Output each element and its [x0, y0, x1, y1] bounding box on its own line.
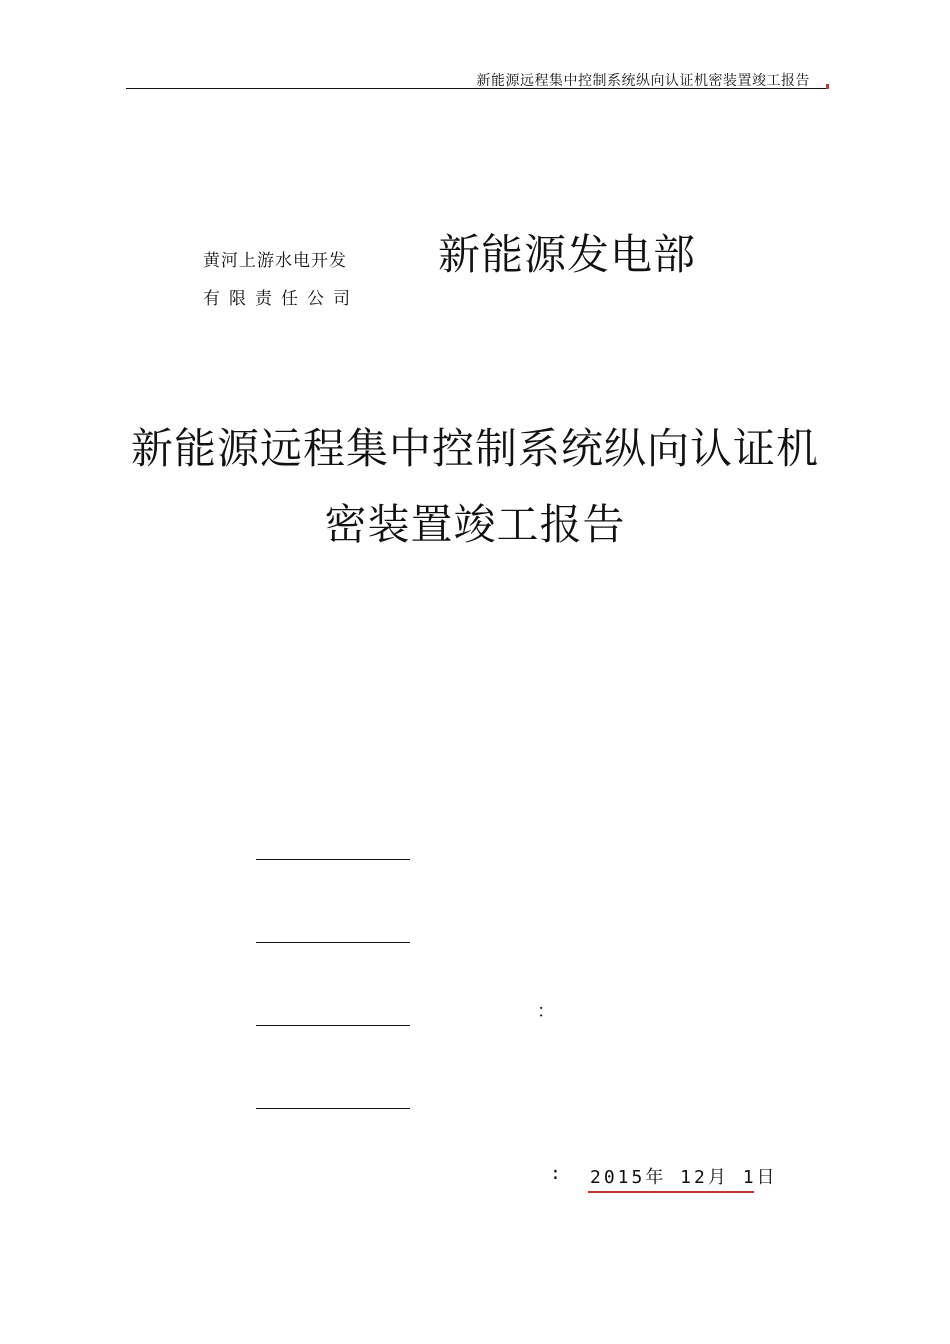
field-line-r3[interactable]	[256, 1025, 410, 1026]
date-value[interactable]: 2015年 12月 1日	[590, 1167, 778, 1188]
field-line-r1[interactable]	[256, 859, 410, 860]
field-label-r3-right-b: ：	[537, 1001, 558, 1022]
field-line-r4[interactable]	[256, 1108, 410, 1109]
field-line-r2[interactable]	[256, 942, 410, 943]
report-title-line1: 新能源远程集中控制系统纵向认证机	[130, 424, 819, 473]
company-name-line1: 黄河上游水电开发	[203, 251, 347, 271]
report-title-line2: 密装置竣工报告	[324, 500, 626, 549]
date-colon: :	[550, 1163, 564, 1184]
department-name: 新能源发电部	[438, 230, 697, 279]
company-name-line2: 有限责任公司	[203, 289, 359, 309]
header-red-mark	[826, 84, 829, 89]
date-underline	[588, 1191, 754, 1193]
header-rule	[126, 88, 826, 89]
running-header-title: 新能源远程集中控制系统纵向认证机密装置竣工报告	[476, 73, 810, 89]
